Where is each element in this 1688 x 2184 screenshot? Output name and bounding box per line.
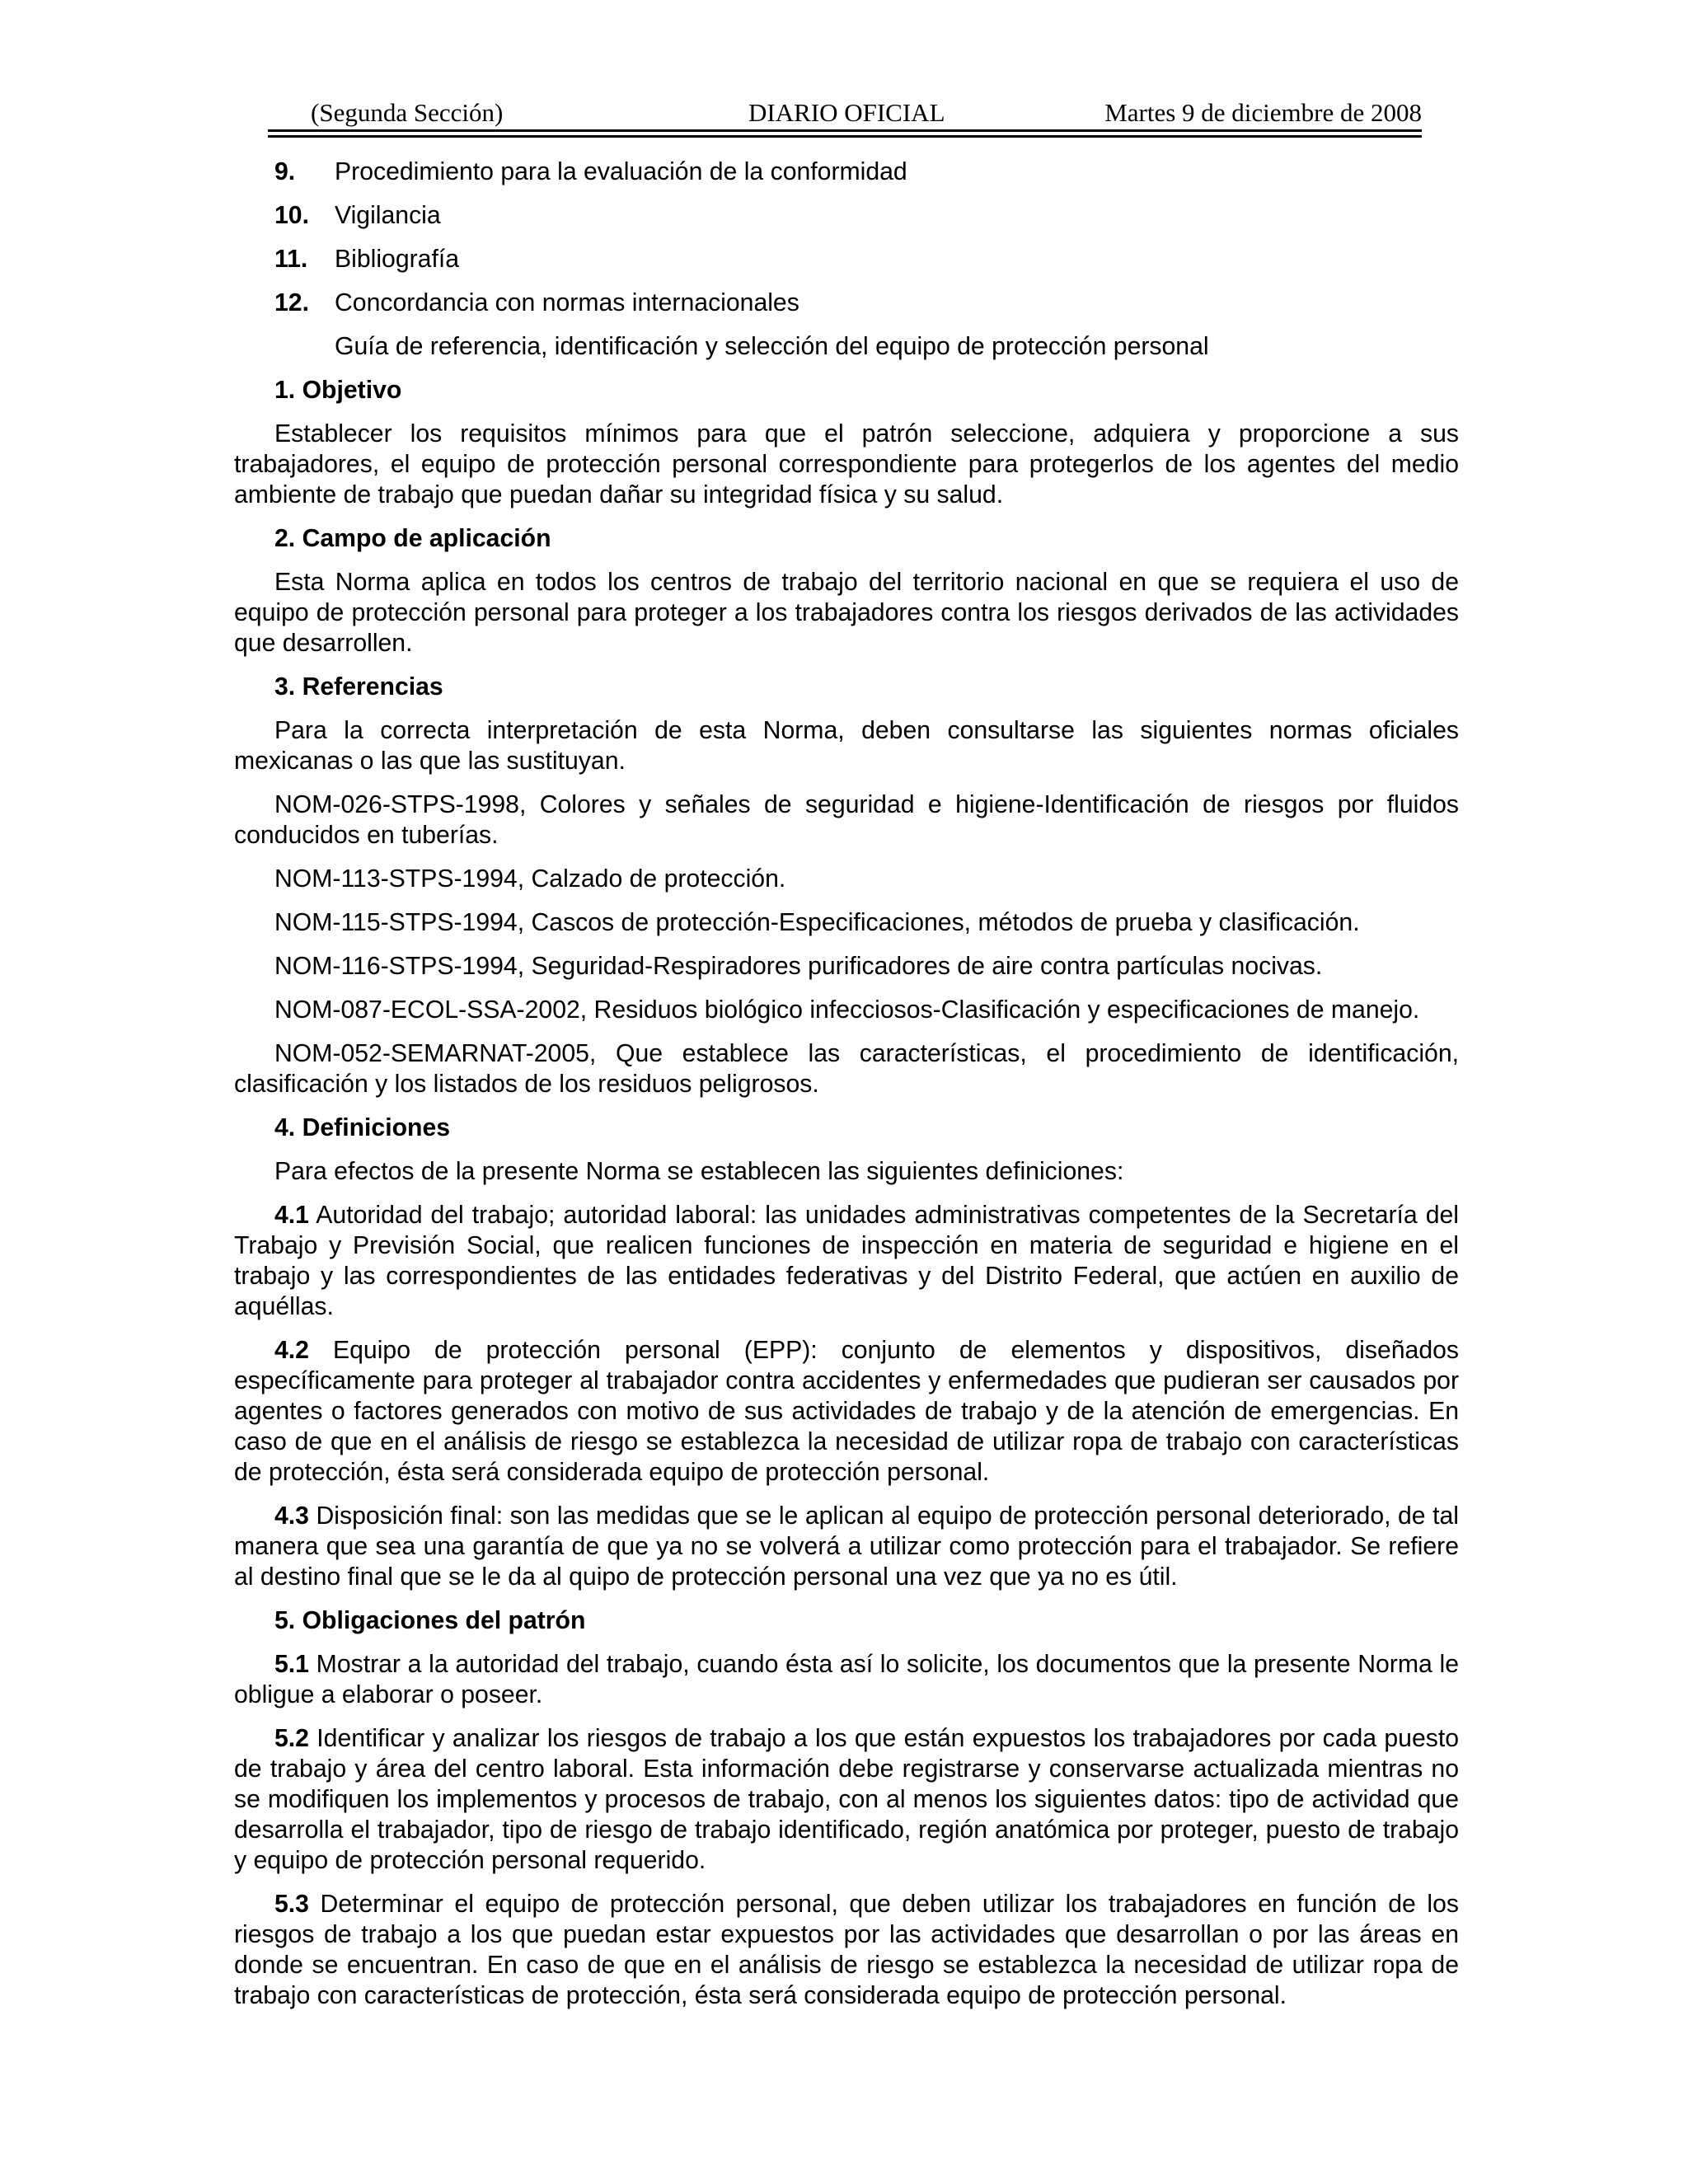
reference-item: NOM-026-STPS-1998, Colores y señales de seguridad e higiene-Identificación de riesgos por fluidos conducidos en tuberías. <box>234 791 1459 849</box>
paragraph-objetivo: Establecer los requisitos mínimos para que el patrón seleccione, adquiera y proporcione a sus trabajadores, el equipo de protección personal correspondiente para protegerlos de los agentes del medio ambiente de trabajo que puedan dañar su integridad física y su salud. <box>234 420 1459 509</box>
definition-number: 4.2 <box>274 1337 309 1364</box>
reference-item: NOM-052-SEMARNAT-2005, Que establece las características, el procedimiento de identificación, clasificación y los listados de los residuos peligrosos. <box>234 1040 1459 1098</box>
toc-item-number: 9. <box>274 158 296 185</box>
definition-text: Equipo de protección personal (EPP): conjunto de elementos y dispositivos, diseñados específicamente para proteger al trabajador contra accidentes y enfermedades que pudieran ser causados por agentes o factores generados con motivo de sus actividades de trabajo y de la atención de emergencias. En caso de que en el análisis de riesgo se establezca la necesidad de utilizar ropa de trabajo con características de protección, ésta será considerada equipo de protección personal. <box>234 1337 1459 1486</box>
obligation-number: 5.2 <box>274 1725 309 1752</box>
obligation-text: Mostrar a la autoridad del trabajo, cuando ésta así lo solicite, los documentos que la presente Norma le obligue a elaborar o poseer. <box>234 1651 1459 1708</box>
guide-title: Guía de referencia, identificación y selección del equipo de protección personal <box>335 333 1209 360</box>
toc-item-label: Bibliografía <box>335 246 460 273</box>
obligation-number: 5.1 <box>274 1651 309 1678</box>
definition-item <box>234 1501 1459 1592</box>
toc-item <box>234 244 1459 274</box>
definition-number: 4.1 <box>274 1202 309 1229</box>
definition-item <box>234 1335 1459 1488</box>
toc-item <box>234 157 1459 187</box>
document-body <box>234 157 1459 2024</box>
reference-item: NOM-115-STPS-1994, Cascos de protección-Especificaciones, métodos de prueba y clasificación. <box>274 909 1360 936</box>
header-section-label: (Segunda Sección) <box>311 98 504 127</box>
running-header <box>268 92 1422 134</box>
reference-item: NOM-116-STPS-1994, Seguridad-Respiradores purificadores de aire contra partículas nocivas. <box>274 953 1323 980</box>
definition-text: Autoridad del trabajo; autoridad laboral: las unidades administrativas competentes de la Secretaría del Trabajo y Previsión Social, que realicen funciones de inspección en materia de seguridad e higiene en el trabajo y las correspondientes de las entidades federativas y del Distrito Federal, que actúen en auxilio de aquéllas. <box>234 1202 1459 1320</box>
header-publication-name: DIARIO OFICIAL <box>748 98 945 127</box>
reference-item: NOM-113-STPS-1994, Calzado de protección. <box>274 865 786 893</box>
section-heading-definiciones: 4. Definiciones <box>274 1114 451 1141</box>
header-rule-bottom <box>268 135 1422 138</box>
header-rule-top <box>268 129 1422 132</box>
toc-item <box>234 200 1459 231</box>
obligation-number: 5.3 <box>274 1891 309 1918</box>
toc-item-number: 12. <box>274 289 309 316</box>
paragraph-campo: Esta Norma aplica en todos los centros de trabajo del territorio nacional en que se requiera el uso de equipo de protección personal para proteger a los trabajadores contra los riesgos derivados de las actividades que desarrollen. <box>234 569 1459 657</box>
obligation-text: Determinar el equipo de protección personal, que deben utilizar los trabajadores en función de los riesgos de trabajo a los que puedan estar expuestos por las actividades que desarrollan o por las áreas en donde se encuentran. En caso de que en el análisis de riesgo se establezca la necesidad de utilizar ropa de trabajo con características de protección, ésta será considerada equipo de protección personal. <box>234 1891 1459 2009</box>
section-heading-referencias: 3. Referencias <box>274 673 443 701</box>
toc-item <box>234 288 1459 318</box>
toc-item-label: Concordancia con normas internacionales <box>335 289 799 316</box>
paragraph-referencias-intro: Para la correcta interpretación de esta Norma, deben consultarse las siguientes normas oficiales mexicanas o las que las sustituyan. <box>234 717 1459 775</box>
obligation-item <box>234 1723 1459 1876</box>
toc-item-number: 10. <box>274 202 309 229</box>
header-date: Martes 9 de diciembre de 2008 <box>1104 98 1422 127</box>
toc-item-label: Procedimiento para la evaluación de la conformidad <box>335 158 907 185</box>
reference-item: NOM-087-ECOL-SSA-2002, Residuos biológico infecciosos-Clasificación y especificaciones de manejo. <box>274 996 1420 1024</box>
section-heading-obligaciones: 5. Obligaciones del patrón <box>274 1607 586 1634</box>
obligation-item <box>234 1649 1459 1710</box>
toc-item-number: 11. <box>274 246 308 273</box>
section-heading-objetivo: 1. Objetivo <box>274 377 402 404</box>
toc-item-label: Vigilancia <box>335 202 441 229</box>
obligation-item <box>234 1889 1459 2011</box>
obligation-text: Identificar y analizar los riesgos de trabajo a los que están expuestos los trabajadores por cada puesto de trabajo y área del centro laboral. Esta información debe registrarse y conservarse actualizada mientras no se modifiquen los implementos y procesos de trabajo, con al menos los siguientes datos: tipo de actividad que desarrolla el trabajador, tipo de riesgo de trabajo identificado, región anatómica por proteger, puesto de trabajo y equipo de protección personal requerido. <box>234 1725 1459 1874</box>
definition-text: Disposición final: son las medidas que se le aplican al equipo de protección personal deteriorado, de tal manera que sea una garantía de que ya no se volverá a utilizar como protección para el trabajador. Se refiere al destino final que se le da al quipo de protección personal una vez que ya no es útil. <box>234 1502 1459 1591</box>
definition-item <box>234 1200 1459 1322</box>
paragraph-definiciones-intro: Para efectos de la presente Norma se establecen las siguientes definiciones: <box>274 1158 1124 1185</box>
section-heading-campo: 2. Campo de aplicación <box>274 525 551 552</box>
definition-number: 4.3 <box>274 1502 309 1530</box>
